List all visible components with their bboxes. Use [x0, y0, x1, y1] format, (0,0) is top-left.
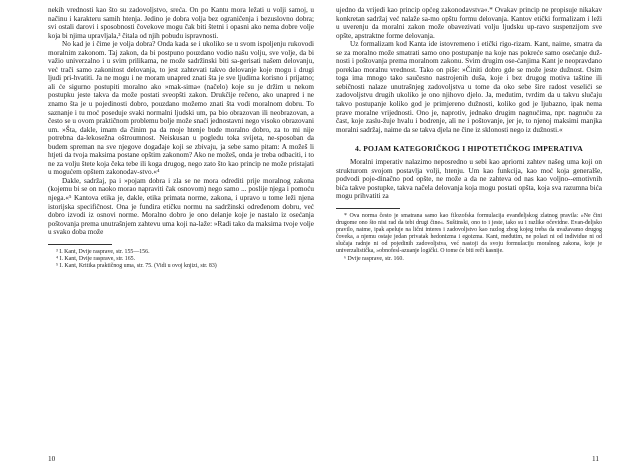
- footnote-divider: [48, 244, 112, 245]
- right-paragraph-2: Uz formalizam kod Kanta ide istovremeno i etički rigo-rizam. Kant, naime, smatra da se za moralno može smatrati samo ono postupanje na koje nas pokreće samo osećanje duž-nosti i poštovanja prema moralnom zakonu. Svim drugim ose-ćanjima Kant je neopravdano poreklao moralnu vrednost. Tako on piše: »Činiti dobro gde se može jeste dužnost. Osim toga ima mnogo tako saučesno nastrojenih duša, koje i bez drugog motiva taštine ili sebičnosti nalaze unutrašnjeg zadovoljstva u tome da oko sebe šire radost veselići se zadovoljstvu drugih ukoliko je ono njihovo djelo. Ja, međutim, tvrdim da u takvu slučaju takvo postupanje koliko god je primjereno dužnosti, koliko god je ljubazno, ipak nema prave moralne vrijednosti. Ono je, naprotiv, jednako drugim nagnućima, npr. nagnuću za čast, koje zaslu-žuje hvalu i bodrenje, ali ne i poštovanje, jer je, to njenoj maksimi manjka moralni sadržaj, naime da se takva djela ne čine iz sklonosti nego iz dužnosti.«: [336, 40, 602, 134]
- right-footnote-2: ⁶ Dvije rasprave, str. 160.: [344, 255, 404, 262]
- left-footnotes: [48, 244, 314, 270]
- right-paragraph-1: ujedno da vrijedi kao princip općeg zakonodavstva«.* Ovakav princip ne propisuje nikakav konkretan sadržaj već nalaže sa-mo opštu formu delovanja. Kantov etički formalizam i leži u uverenju da moralni zakon može obavezivati volju ljudsku up-ravo suspenzijom sve opšte, apstraktne forme delovanja.: [336, 6, 602, 40]
- left-page-body: [48, 6, 314, 237]
- right-paragraph-3: Moralni imperativ nalazimo neposredno u sebi kao apriorni zahtev našeg uma koji on strukturom svojom postavlja volji, htenju. Um kao funkcija, kao moć koja generalše, podvodi poje-dinačno pod opšte, ne može a da ne zahteva od nas kao volјno--emotivnih bića takve postupke, takva načela delovanja koja mogu postati opšta, koja sva razumna bića mogu prihvatiti za: [336, 158, 602, 201]
- left-paragraph-3: Dakle, sadržaj, pa i »pojam dobra i zla se ne mora odrediti prije moralnog zakona (kojemu bi se on naoko morao napraviti čak osnovom) nego samo ... poslije njega i pomoću njega.«⁵ Kantova etika je, dakle, etika primata norme, zakona, i upravo u tome leži njena istorijska specifičnost. Ona je fundira etičku normu na sadržinski određenom dobru, već dobro izvodi iz osnovi norme. Moralno dobro je ono delanje koje je nastalo iz osećanja poštovanja prema unutrašnjem zahtevu uma koji na-laže: »Radi tako da maksima tvoje volje u svako doba može: [48, 176, 314, 237]
- left-page: [48, 6, 314, 270]
- section-heading: 4. POJAM KATEGORIČKOG I HIPOTETIČKOG IMPERATIVA: [355, 144, 583, 154]
- footnote-divider: [336, 208, 400, 209]
- left-paragraph-2: No kad je i čime je volja dobra? Onda kada se i ukoliko se u svom ispoljenju rukovodi moralnim zakonom. Taj zakon, da bi postpuno pouzdano vodio našu volju, sve volje, da bi važio univerzalno i u svim prilikama, ne može sadržinski biti sa-gerisati našem delovanju, već trači samo zakonitost delovanja, to jest zahtevati takvo delovanje koje mogu i drugi ljudi pri-hvatiti. Ja ne mogu i ne moram unapred znati šta je sve ljudima korisno i prijatno; ali će sigurno postupiti moralno ako »mak-sima« (načelo) koje su je držim u nekom postupku jeste takva da može postati sveopšti zakon. Drukčije rečeno, ako unapred i ne znamo šta je u pojedinosti dobro, pouzdano možemo znati šta vodi moralnom dobru. To saznanje i tu moć poseduje svaki normalni ljudski um, pa bio obrazovan ili neobrazovan, a često se u ovom praktičnom problemu bolje može snaći jednostavni nego visoko obrazovani um. »Šta, dakle, imam da činim pa da moje htenje bude moralno dobro, za to mi nije potrebna da-lekosežna oštroumnost. Neiskusan u pogledu toka svijeta, ne-sposoban da budem spreman na sve njegove događaje koji se zbivaju, ja sebe samo pitam: A možeš li htjeti da tvoja maksima postane opštim zakonom? Ako ne možeš, onda je treba odbaciti, i to ne za volju štete koja čeka tebe ili koga drugog, nego zato što kao princip ne može pristajati u mogućem opštem zakonodav-stvo.«⁴: [48, 40, 314, 177]
- left-footnote-3: ⁵ I. Kant, Kritika praktičnog uma, str. 75. (Vidi u ovoj knjizi, str. 83): [56, 262, 217, 269]
- left-paragraph-1: nekih vrednosti kao što su zadovoljstvo, sreća. On po Kantu mora ležati u volji samoj, u načinu i karakteru samih htenja. Jedino je dobra volja bez ograničenja i bezuslovno dobra; svi ostali darovi i sposobnosti čovekove mogu čak biti štetni i opasni ako nema dobre volje koja bi njima upravljala,³ čitala od njih pobudu ispravnosti.: [48, 6, 314, 40]
- right-footnote-1: * Ova norma čestо je smatrana samo kao filozofska formulacija evanđeljskog zlatnog pravila: »Ne čini drugome ono što nisi rad da tebi drugi čine«. Suštinski, ono to i jeste, iako su i razlike očevidne. Evan-đeljsko pravilo, naime, ipak apeluje na lični interes i zadovoljstvo kao razlog zbog kojeg treba da uvažavamo drugog čoveka, a njemu ostaje jedan privatak hedonizma i egoizma. Kant, međutim, ne polazi ni od individue ni od slučaja radnje ni od pojedinih zadovoljstva, već nastoji da svoju formulaciju moralnog zakona, koje je univerzalistička, »obnofesl-azuanje logički. O tome će biti reči kasnije.: [336, 212, 602, 255]
- left-footnote-1: ³ I. Kant, Dvije rasprave, str. 155—156.: [56, 248, 150, 255]
- left-footnote-2: ⁴ I. Kant, Dvije rasprave, str. 165.: [56, 255, 136, 262]
- right-page: [336, 6, 602, 263]
- right-page-body: [336, 6, 602, 201]
- page-number-left: 10: [48, 455, 56, 463]
- right-footnotes: [336, 208, 602, 263]
- page-number-right: 11: [592, 455, 599, 463]
